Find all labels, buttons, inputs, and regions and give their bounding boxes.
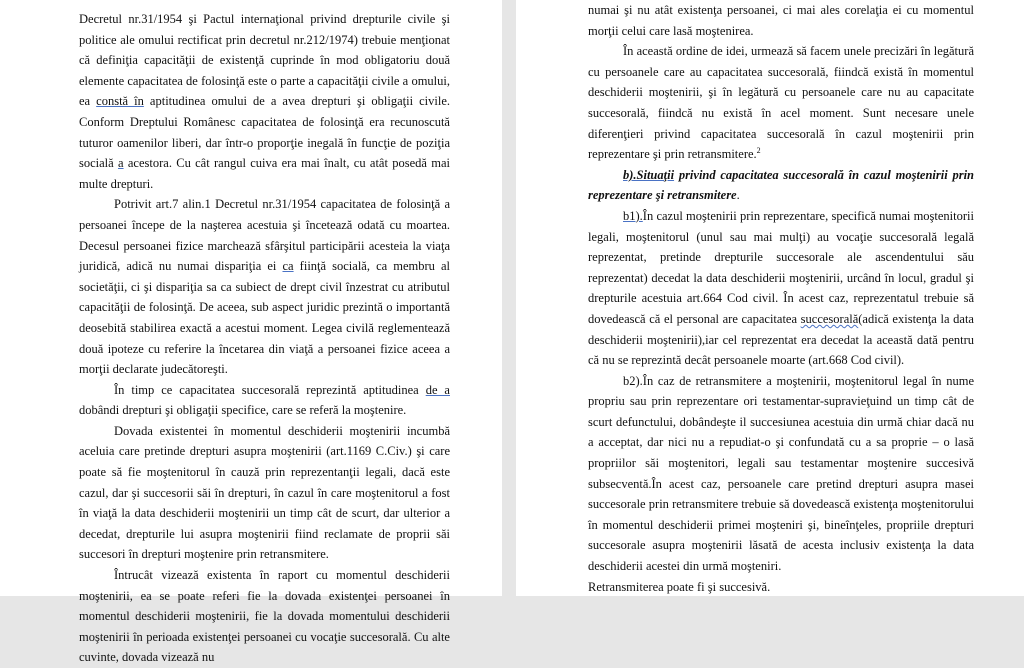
paragraph-3: În timp ce capacitatea succesorală reprezintă aptitudinea de a dobândi drepturi şi obligaţii specifice, care se referă la moştenire. bbox=[79, 382, 450, 418]
footnote-ref[interactable]: 2 bbox=[756, 146, 761, 155]
document-page-left bbox=[0, 0, 502, 665]
paragraph-4: Dovada existentei în momentul deschiderii moştenirii incumbă aceluia care pretinde drepturi asupra moştenirii (art.1169 C.Civ.) şi care poate să fie moştenitorul în cauză prin reprezentanţii legali, dacă este cazul, dar şi succesorii săi în drepturi, în cazul în care moştenitorul a fost în viaţă la data deschiderii moştenirii un timp cât de scurt, dar ulterior a decedat, drepturile lui asupra moştenirii fiind reclamate de proprii săi succesori în drepturi moştenire prin retransmitere. bbox=[79, 423, 450, 562]
paragraph-1: Decretul nr.31/1954 şi Pactul internaţional privind drepturile civile şi politice ale omului rectificat prin decretul nr.212/1974) trebuie menţionat că definiţia capacităţii de existenţă cuprinde în mod obligatoriu două elemente capacitatea de folosinţă este o parte a capacităţii civile a omului, ea constă în aptitudinea omului de a avea drepturi şi obligaţii civile. Conform Dreptului Românesc capacitatea de folosinţă era recunoscută tuturor oamenilor liberi, dar într-o proporţie inegală în funcţie de poziţia socială a acestora. Cu cât rangul cuiva era mai înalt, cu atât posedă mai multe drepturi. bbox=[79, 12, 450, 191]
paragraph-continuation: numai şi nu atât existenţa persoanei, ci mai ales corelaţia ei cu momentul morţii celui care lasă moştenirea. bbox=[588, 3, 974, 38]
paragraph-2: Potrivit art.7 alin.1 Decretul nr.31/1954 capacitatea de folosinţă a persoanei începe de la naşterea acestuia şi încetează odată cu moartea. Decesul persoanei fizice marchează sfârşitul participării acesteia la viaţa juridică, adică nu numai dispariţia ei ca fiinţă socială, ca membru al societăţii, ci şi dispariţia sa ca subiect de drept civil înzestrat cu atributul capacităţii de folosinţă. De aceea, sub aspect juridic prezintă o importantă deosebită stabilirea exactă a acestui moment. Legea civilă reglementează două ipoteze cu referire la încetarea din viaţă a persoanei fizice aceea a morţii declarate judecătoreşti. bbox=[79, 197, 451, 377]
paragraph-b1: b1).În cazul moştenirii prin reprezentare, specifică numai moştenitorii legali, moştenitorul (unul sau mai mulţi) au vocaţie succesorală legală reprezentat, pretinde drepturile succesorale ale ascendentului său reprezentat) decedat la data deschiderii moştenirii, urcând în locul, gradul şi drepturile acestuia art.664 Cod civil. În acest caz, reprezentatul trebuie să dovedească că el personal are capacitatea succesorală(adică existenţa la data deschiderii moştenirii),iar cel reprezentat era decedat la această dată pentru că nu se reprezintă decât persoanele moarte (art.668 Cod civil). bbox=[588, 208, 974, 368]
paragraph-last: Retransmiterea poate fi şi succesivă. bbox=[588, 579, 771, 594]
paragraph-5: Întrucât vizează existenta în raport cu momentul deschiderii moştenirii, ea se poate referi fie la dovada existenţei persoanei în momentul deschiderii moştenirii, fie la dovada momentului deschiderii moştenirii în perioada existenţei persoanei cu vocaţie succesorală. Cu alte cuvinte, dovada vizează nu bbox=[79, 568, 450, 665]
paragraph-capacity: În această ordine de idei, urmează să facem unele precizări în legătură cu persoanele care au capacitatea succesorală, fiindcă există în momentul deschiderii moştenirii, şi în legătură cu persoanele care nu au capacitate succesorală, fiindcă nu există în acel moment. Sunt necesare unele diferenţieri privind capacitatea succesorală în cazul moştenirii prin reprezentare şi prin retransmitere.$^2$ bbox=[588, 44, 974, 162]
section-heading: b).Situaţii privind capacitatea succesorală în cazul moştenirii prin reprezentare şi retransmitere. bbox=[588, 167, 974, 203]
underlined-word: a bbox=[118, 156, 124, 171]
spellcheck-word: succesorală bbox=[800, 311, 859, 326]
document-page-right bbox=[516, 0, 1024, 596]
paragraph-b2: b2).În caz de retransmitere a moştenirii, moştenitorul legal în nume propriu sau prin reprezentare ori testamentar-supravieţuind un timp cât de scurt defunctului, dobândeşte il succesiunea acestuia din urmă chiar dacă nu a acceptat, dar nici nu a repudiat-o şi confundată cu a sa proprie – o lasă propriilor săi moştenitori, legali sau testamentar moştenire succesivă subsecventă.În acest caz, persoanele care pretind drepturi asupra masei succesorale prin retransmitere trebuie să dovedească existenţa moştenitorului în momentul deschiderii primei moşteniri şi, bineînţeles, propriile drepturi succesorale asupra moştenirii lăsată de acesta inclusiv existenţa la data deschiderii acestei din urmă moşteniri. bbox=[588, 373, 974, 574]
underlined-word: constă în bbox=[96, 94, 144, 109]
underlined-word: de a bbox=[425, 382, 450, 397]
underlined-word: ca bbox=[282, 259, 294, 274]
